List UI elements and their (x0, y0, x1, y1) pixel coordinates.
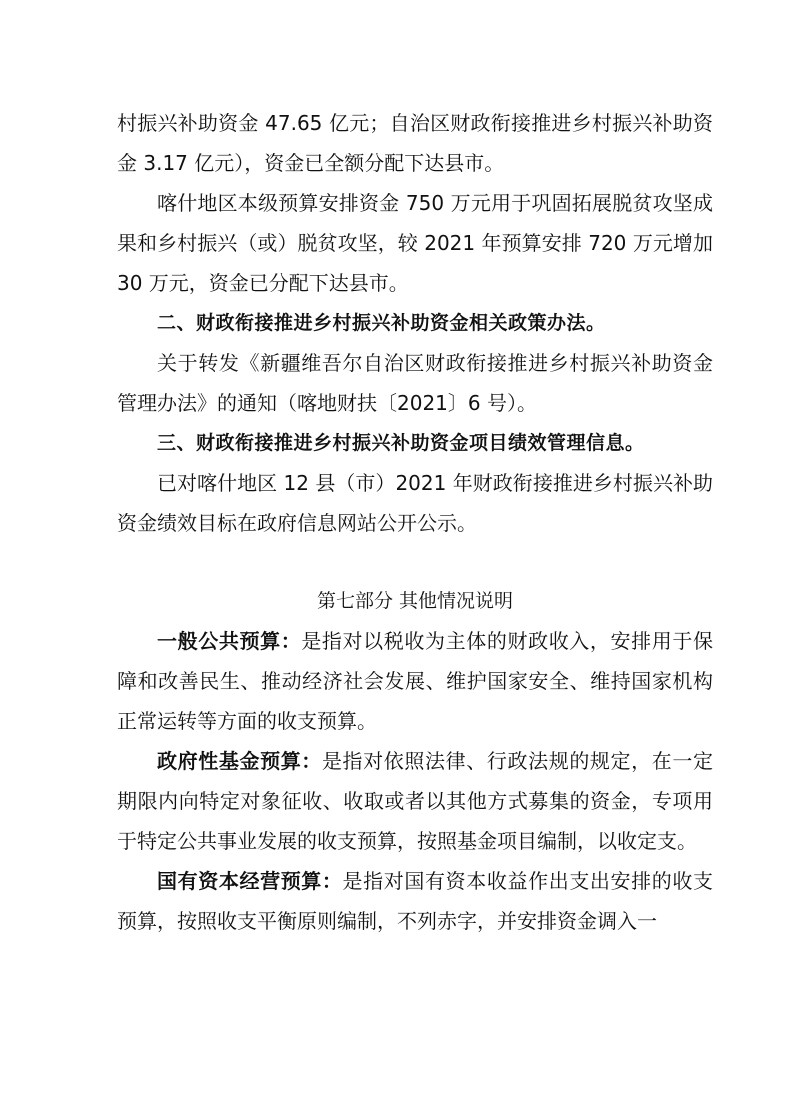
heading-policy-measures: 二、财政衔接推进乡村振兴补助资金相关政策办法。 (157, 312, 606, 334)
paragraph-policy-notice: 关于转发《新疆维吾尔自治区财政衔接推进乡村振兴补助资金管理办法》的通知（喀地财扶〔2021〕6 号）。 (117, 351, 713, 415)
definition-government-fund-budget (117, 741, 713, 861)
paragraph-performance-disclosure: 已对喀什地区 12 县（市）2021 年财政衔接推进乡村振兴补助资金绩效目标在政府信息网站公开公示。 (117, 471, 713, 535)
definition-general-budget (117, 621, 713, 741)
section-title: 第七部分 其他情况说明 (316, 590, 514, 612)
definition-state-capital-budget (117, 861, 713, 941)
definition-term: 一般公共预算： (157, 629, 302, 653)
definition-text: 是指对以税收为主体的财政收入，安排用于保障和改善民生、推动经济社会发展、维护国家安全、维持国家机构正常运转等方面的收支预算。 (117, 629, 714, 733)
paragraph-local-budget: 喀什地区本级预算安排资金 750 万元用于巩固拓展脱贫攻坚成果和乡村振兴（或）脱贫攻坚，较 2021 年预算安排 720 万元增加 30 万元，资金已分配下达县市。 (117, 191, 713, 295)
heading-performance-info: 三、财政衔接推进乡村振兴补助资金项目绩效管理信息。 (157, 432, 645, 454)
paragraph-funding-continued: 村振兴补助资金 47.65 亿元；自治区财政衔接推进乡村振兴补助资金 3.17 亿元），资金已全额分配下达县市。 (117, 111, 713, 175)
definition-text: 是指对国有资本收益作出支出安排的收支预算，按照收支平衡原则编制，不列赤字，并安排资金调入一 (117, 869, 714, 933)
definition-term: 国有资本经营预算： (157, 869, 343, 893)
definition-term: 政府性基金预算： (157, 749, 322, 773)
definition-text: 是指对依照法律、行政法规的规定，在一定期限内向特定对象征收、收取或者以其他方式募集的资金，专项用于特定公共事业发展的收支预算，按照基金项目编制，以收定支。 (117, 749, 714, 853)
